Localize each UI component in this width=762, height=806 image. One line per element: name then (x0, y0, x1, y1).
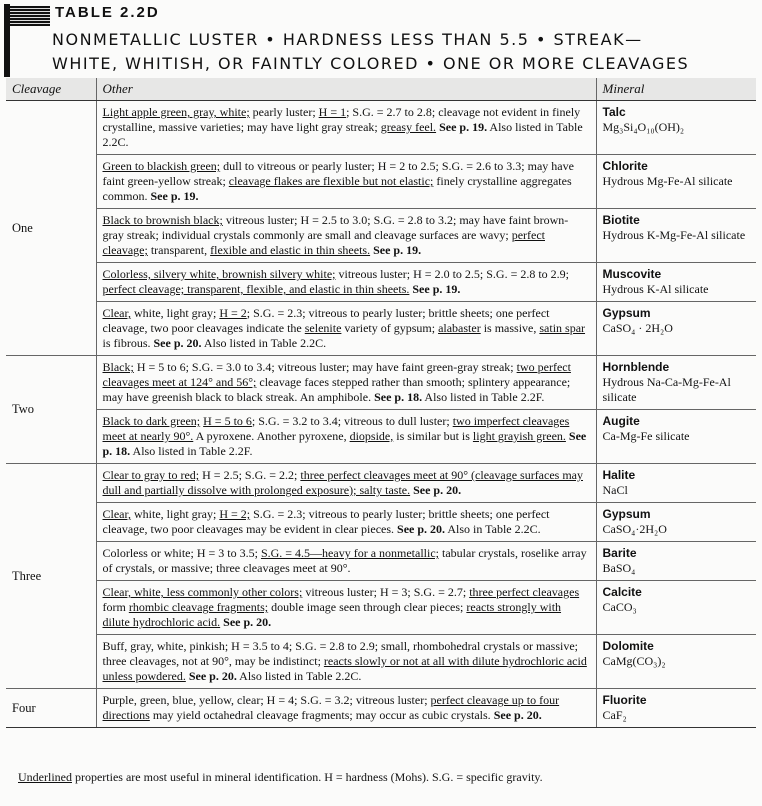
description-text: finely crystalline aggregates common. (102, 174, 572, 203)
mineral-cell (596, 155, 756, 209)
key-property-text: H = 1 (318, 105, 347, 119)
key-property-text: H = 2; (219, 507, 251, 521)
table-row (6, 542, 756, 581)
key-property-text: reacts strongly with dilute hydrochloric acid. (102, 600, 562, 629)
key-property-text: Clear, (102, 507, 132, 521)
description-text: vitreous luster; H = 2.5 to 3.0; S.G. = 2.8 to 3.2; may have faint brown-gray streak; individual crystals commonly are small and cleavage surfaces are wavy; (102, 213, 569, 242)
table-title-line1: NONMETALLIC LUSTER • HARDNESS LESS THAN 5.5 • STREAK— (52, 30, 643, 49)
description-text: transparent, (147, 243, 211, 257)
key-property-text: Black; (102, 360, 134, 374)
table-header (0, 0, 762, 77)
mineral-cell (596, 356, 756, 410)
description-cell (96, 356, 596, 410)
description-cell (96, 101, 596, 155)
description-text: ; S.G. = 2.7 to 2.8; cleavage not evident in finely crystalline, massive varieties; may have light gray streak; (102, 105, 581, 134)
description-text: may yield octahedral cleavage fragments; may occur as cubic crystals. (149, 708, 494, 722)
key-property-text: flexible and elastic in thin sheets. (210, 243, 371, 257)
mineral-name: Gypsum (602, 306, 651, 320)
mineral-table (6, 78, 756, 728)
description-text: Also listed in Table 2.2F. (130, 444, 253, 458)
mineral-name: Halite (602, 468, 636, 482)
description-text: H = 5 to 6; S.G. = 3.0 to 3.4; vitreous luster; may have faint green-gray streak; (133, 360, 517, 374)
mineral-cell (596, 410, 756, 464)
footnote (18, 770, 543, 785)
description-text: Purple, green, blue, yellow, clear; H = 4; S.G. = 3.2; vitreous luster; (102, 693, 431, 707)
mineral-formula: Hydrous K-Mg-Fe-Al silicate (602, 228, 746, 242)
footnote-underlined: Underlined (18, 770, 72, 784)
description-cell (96, 581, 596, 635)
table-title-line2: WHITE, WHITISH, OR FAINTLY COLORED • ONE OR MORE CLEAVAGES (52, 54, 690, 73)
page-reference: See p. 18. (374, 390, 423, 404)
key-property-text: reacts slowly or not at all with dilute hydrochloric acid unless powdered. (102, 654, 587, 683)
table-row (6, 689, 756, 728)
table-row (6, 263, 756, 302)
description-text: variety of gypsum; (341, 321, 439, 335)
key-property-text: Black to dark green; (102, 414, 201, 428)
description-text: pearly luster; (249, 105, 319, 119)
mineral-formula: Hydrous Mg-Fe-Al silicate (602, 174, 733, 188)
description-text: dull to vitreous or pearly luster; H = 2 to 2.5; S.G. = 2.6 to 3.3; may have faint green-yellow streak; (102, 159, 574, 188)
key-property-text: diopside, (349, 429, 394, 443)
key-property-text: satin spar (539, 321, 586, 335)
cleavage-cell: Three (6, 464, 96, 689)
mineral-formula: Ca-Mg-Fe silicate (602, 429, 690, 443)
description-text: double image seen through clear pieces; (268, 600, 467, 614)
key-property-text: perfect cleavage; (102, 228, 545, 257)
table-row (6, 101, 756, 155)
column-header-mineral: Mineral (596, 78, 756, 101)
mineral-name: Calcite (602, 585, 642, 599)
mineral-name: Dolomite (602, 639, 654, 653)
mineral-formula: Hydrous K-Al silicate (602, 282, 709, 296)
key-property-text: perfect cleavage; transparent, flexible, and elastic in thin sheets. (102, 282, 410, 296)
key-property-text: three perfect cleavages meet at 90° (cleavage surfaces may dull and partially dissolve with prolonged exposure); salty taste. (102, 468, 583, 497)
description-cell (96, 635, 596, 689)
description-text: is fibrous. (102, 336, 154, 350)
mineral-formula: Hydrous Na-Ca-Mg-Fe-Al silicate (602, 375, 731, 404)
description-text: white, light gray; (131, 507, 220, 521)
mineral-formula: CaF₂ (602, 708, 627, 722)
key-property-text: rhombic cleavage fragments; (128, 600, 269, 614)
mineral-name: Fluorite (602, 693, 647, 707)
table-row (6, 581, 756, 635)
column-header-row (6, 78, 756, 101)
key-property-text: two perfect cleavages meet at 124° and 56°; (102, 360, 571, 389)
key-property-text: Black to brownish black; (102, 213, 223, 227)
table-row (6, 464, 756, 503)
table-row (6, 635, 756, 689)
mineral-name: Chlorite (602, 159, 648, 173)
description-text: white, light gray; (131, 306, 220, 320)
key-property-text: Clear, white, less commonly other colors; (102, 585, 303, 599)
mineral-formula: CaSO₄ · 2H₂O (602, 321, 673, 335)
column-header-other: Other (96, 78, 596, 101)
cleavage-cell: Two (6, 356, 96, 464)
description-text: Also listed in Table 2.2C. (201, 336, 327, 350)
key-property-text: greasy feel. (380, 120, 437, 134)
mineral-name: Talc (602, 105, 626, 119)
mineral-name: Muscovite (602, 267, 662, 281)
cleavage-cell: Four (6, 689, 96, 728)
description-text: Also in Table 2.2C. (445, 522, 541, 536)
table-row (6, 410, 756, 464)
key-property-text: S.G. = 4.5—heavy for a nonmetallic; (260, 546, 439, 560)
key-property-text: Clear, (102, 306, 132, 320)
key-property-text: alabaster (438, 321, 481, 335)
table-row (6, 356, 756, 410)
key-property-text: Colorless, silvery white, brownish silvery white; (102, 267, 336, 281)
mineral-name: Hornblende (602, 360, 670, 374)
mineral-name: Augite (602, 414, 640, 428)
page-reference: See p. 19. (439, 120, 488, 134)
mineral-formula: Mg₃Si₄O₁₀(OH)₂ (602, 120, 685, 134)
key-property-text: H = 5 to 6 (203, 414, 252, 428)
mineral-cell (596, 302, 756, 356)
description-cell (96, 689, 596, 728)
description-text: form (102, 600, 129, 614)
page-reference: See p. 18. (102, 429, 587, 458)
description-text: ; S.G. = 2.3; vitreous to pearly luster; brittle sheets; one perfect cleavage, two poor cleavages indicate the (102, 306, 550, 335)
table-row (6, 155, 756, 209)
page-reference: See p. 19. (150, 189, 199, 203)
description-text: cleavage faces stepped rather than smooth; splintery appearance; may have greenish black to black streak. An amphibole. (102, 375, 571, 404)
page-reference: See p. 20. (397, 522, 446, 536)
description-cell (96, 464, 596, 503)
key-property-text: selenite (304, 321, 342, 335)
mineral-name: Biotite (602, 213, 640, 227)
mineral-formula: BaSO₄ (602, 561, 636, 575)
description-text: S.G. = 2.3; vitreous to pearly luster; brittle sheets; one perfect cleavage, two poor cleavages may be evident in clear pieces. (102, 507, 550, 536)
mineral-name: Gypsum (602, 507, 651, 521)
description-cell (96, 263, 596, 302)
description-text: Also listed in Table 2.2C. (102, 120, 583, 149)
key-property-text: three perfect cleavages (469, 585, 580, 599)
key-property-text: perfect cleavage up to four directions (102, 693, 560, 722)
description-cell (96, 503, 596, 542)
key-property-text: Green to blackish green; (102, 159, 221, 173)
mineral-name: Barite (602, 546, 637, 560)
description-text: Also listed in Table 2.2C. (236, 669, 362, 683)
key-property-text: cleavage flakes are flexible but not elastic; (228, 174, 434, 188)
page-reference: See p. 20. (188, 669, 237, 683)
header-stripe-decoration (10, 6, 50, 26)
description-cell (96, 410, 596, 464)
description-text: H = 2.5; S.G. = 2.2; (199, 468, 301, 482)
mineral-cell (596, 542, 756, 581)
mineral-cell (596, 263, 756, 302)
description-text: A pyroxene. Another pyroxene, (193, 429, 350, 443)
page-reference: See p. 20. (493, 708, 542, 722)
page-reference: See p. 20. (413, 483, 462, 497)
mineral-formula: CaCO₃ (602, 600, 637, 614)
table-row (6, 302, 756, 356)
column-header-cleavage: Cleavage (6, 78, 96, 101)
description-text: is massive, (480, 321, 540, 335)
mineral-cell (596, 503, 756, 542)
mineral-cell (596, 464, 756, 503)
description-cell (96, 302, 596, 356)
footnote-text: properties are most useful in mineral identification. H = hardness (Mohs). S.G. = specific gravity. (71, 770, 543, 784)
description-cell (96, 209, 596, 263)
description-cell (96, 542, 596, 581)
description-text: is similar but is (393, 429, 473, 443)
description-text: Colorless or white; H = 3 to 3.5; (102, 546, 261, 560)
key-property-text: light grayish green. (472, 429, 566, 443)
mineral-cell (596, 689, 756, 728)
description-cell (96, 155, 596, 209)
mineral-cell (596, 101, 756, 155)
key-property-text: two imperfect cleavages meet at nearly 90°. (102, 414, 570, 443)
description-text: ; S.G. = 3.2 to 3.4; vitreous to dull luster; (251, 414, 453, 428)
mineral-cell (596, 635, 756, 689)
mineral-formula: CaSO₄·2H₂O (602, 522, 667, 536)
table-number: TABLE 2.2D (55, 4, 160, 21)
mineral-formula: CaMg(CO₃)₂ (602, 654, 666, 668)
description-text: vitreous luster; H = 3; S.G. = 2.7; (302, 585, 470, 599)
key-property-text: Light apple green, gray, white; (102, 105, 250, 119)
cleavage-cell: One (6, 101, 96, 356)
table-row (6, 503, 756, 542)
page-reference: See p. 20. (153, 336, 202, 350)
description-text: tabular crystals, roselike array of crystals, or massive; three cleavages meet at 90°. (102, 546, 587, 575)
page-reference: See p. 20. (223, 615, 272, 629)
key-property-text: H = 2 (219, 306, 247, 320)
page-reference: See p. 19. (412, 282, 461, 296)
table-row (6, 209, 756, 263)
mineral-formula: NaCl (602, 483, 628, 497)
mineral-cell (596, 581, 756, 635)
key-property-text: Clear to gray to red; (102, 468, 200, 482)
description-text: Buff, gray, white, pinkish; H = 3.5 to 4; S.G. = 2.8 to 2.9; small, rhombohedral crystals or massive; three cleavages, not at 90°, may be indistinct; (102, 639, 578, 668)
mineral-cell (596, 209, 756, 263)
description-text: vitreous luster; H = 2.0 to 2.5; S.G. = 2.8 to 2.9; (335, 267, 570, 281)
page-reference: See p. 19. (373, 243, 422, 257)
description-text: Also listed in Table 2.2F. (422, 390, 545, 404)
